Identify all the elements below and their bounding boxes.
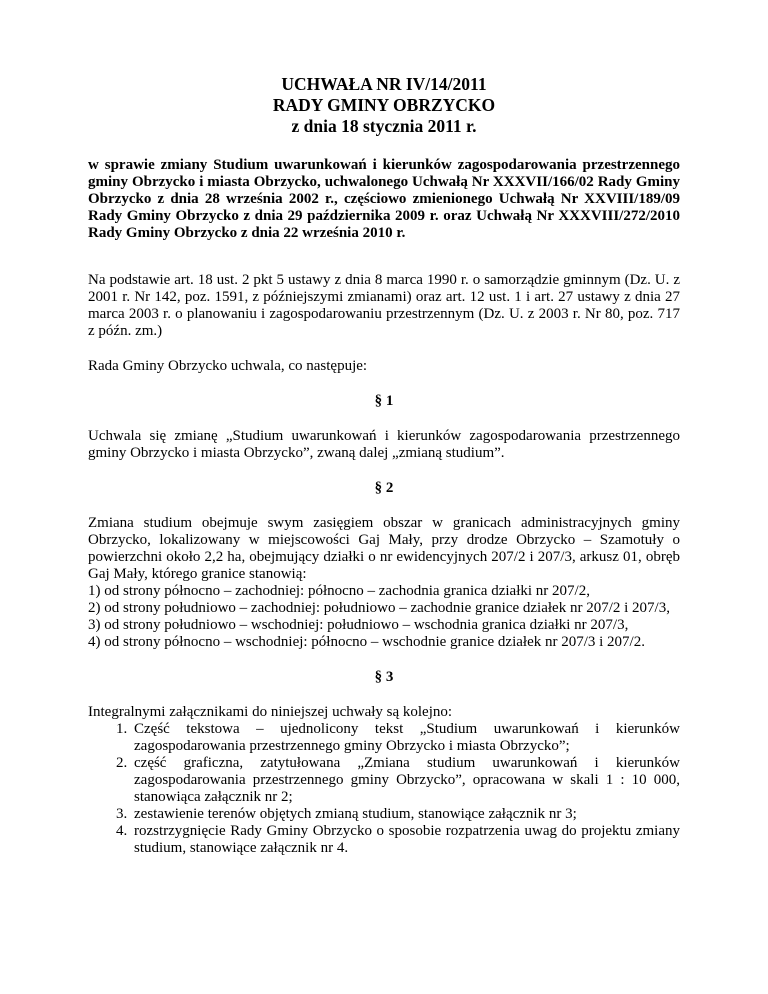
list-item xyxy=(116,755,680,806)
list-item: 2) od strony południowo – zachodniej: południowo – zachodnie granice działek nr 207/2 i 207/3, xyxy=(88,600,670,616)
section-2-text: Zmiana studium obejmuje swym zasięgiem obszar w granicach administracyjnych gminy Obrzycko, lokalizowany w miejscowości Gaj Mały, przy drodze Obrzycko – Szamotuły o powierzchni około 2,2 ha, obejmujący działki o nr ewidencyjnych 207/2 i 207/3, arkusz 01, obręb Gaj Mały, którego granice stanowią: xyxy=(88,515,680,582)
list-item-number: 1. xyxy=(116,721,128,737)
section-3-lead: Integralnymi załącznikami do niniejszej uchwały są kolejno: xyxy=(88,704,453,720)
list-item-number: 3. xyxy=(116,806,128,822)
section-3-heading: § 3 xyxy=(374,669,394,685)
section-2-boundary-list xyxy=(88,583,680,651)
list-item xyxy=(116,823,680,857)
resolves-statement: Rada Gminy Obrzycko uchwala, co następuje: xyxy=(88,358,368,374)
section-2-heading: § 2 xyxy=(374,480,394,496)
list-item-number: 2. xyxy=(116,755,128,771)
list-item: 1) od strony północno – zachodniej: północno – zachodnia granica działki nr 207/2, xyxy=(88,583,590,599)
title-line-2: RADY GMINY OBRZYCKO xyxy=(272,95,496,115)
section-3-attachment-list xyxy=(88,721,680,857)
list-item: 3) od strony południowo – wschodniej: południowo – wschodnia granica działki nr 207/3, xyxy=(88,617,629,633)
list-item-text: zestawienie terenów objętych zmianą studium, stanowiące załącznik nr 3; xyxy=(134,806,577,822)
list-item-text: część graficzna, zatytułowana „Zmiana studium uwarunkowań i kierunków zagospodarowania przestrzennego gminy Obrzycko”, opracowana w skali 1 : 10 000, stanowiąca załącznik nr 2; xyxy=(134,755,680,805)
title-line-1: UCHWAŁA NR IV/14/2011 xyxy=(281,74,487,94)
list-item-text: Część tekstowa – ujednolicony tekst „Studium uwarunkowań i kierunków zagospodarowania przestrzennego gminy Obrzycko i miasta Obrzycko”; xyxy=(134,721,680,754)
section-1-heading: § 1 xyxy=(374,393,394,409)
list-item xyxy=(116,721,680,755)
document-page xyxy=(88,74,680,857)
list-item xyxy=(116,806,680,823)
list-item-number: 4. xyxy=(116,823,128,839)
resolution-title xyxy=(88,74,680,137)
list-item: 4) od strony północno – wschodniej: północno – wschodnie granice działek nr 207/3 i 207/2. xyxy=(88,634,645,650)
resolution-subject: w sprawie zmiany Studium uwarunkowań i kierunków zagospodarowania przestrzennego gminy Obrzycko i miasta Obrzycko, uchwalonego Uchwałą Nr XXXVII/166/02 Rady Gminy Obrzycko z dnia 28 września 2002 r., częściowo zmienionego Uchwałą Nr XXVIII/189/09 Rady Gminy Obrzycko z dnia 29 października 2009 r. oraz Uchwałą Nr XXXVIII/272/2010 Rady Gminy Obrzycko z dnia 22 września 2010 r. xyxy=(88,157,680,241)
list-item-text: rozstrzygnięcie Rady Gminy Obrzycko o sposobie rozpatrzenia uwag do projektu zmiany studium, stanowiące załącznik nr 4. xyxy=(134,823,680,856)
legal-basis: Na podstawie art. 18 ust. 2 pkt 5 ustawy z dnia 8 marca 1990 r. o samorządzie gminnym (Dz. U. z 2001 r. Nr 142, poz. 1591, z późniejszymi zmianami) oraz art. 12 ust. 1 i art. 27 ustawy z dnia 27 marca 2003 r. o planowaniu i zagospodarowaniu przestrzennym (Dz. U. z 2003 r. Nr 80, poz. 717 z późn. zm.) xyxy=(88,272,680,339)
title-line-3: z dnia 18 stycznia 2011 r. xyxy=(291,116,477,136)
section-1-text: Uchwala się zmianę „Studium uwarunkowań i kierunków zagospodarowania przestrzennego gminy Obrzycko i miasta Obrzycko”, zwaną dalej „zmianą studium”. xyxy=(88,428,680,461)
